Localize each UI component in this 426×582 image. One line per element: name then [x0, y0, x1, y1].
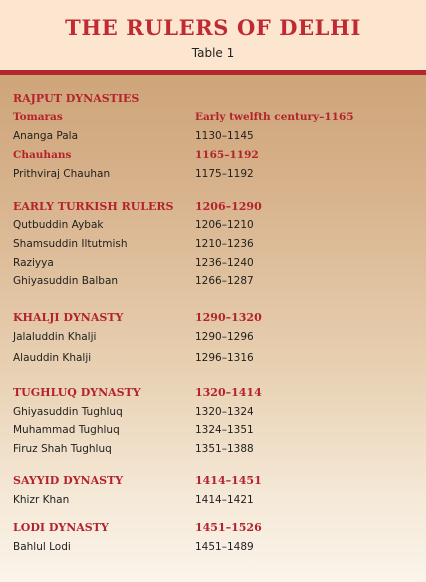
ruler-name: Muhammad Tughluq: [13, 424, 120, 436]
ruler-reign: 1206–1210: [195, 219, 254, 231]
ruler-row: [0, 492, 426, 508]
dynasty-period: 1320–1414: [195, 386, 262, 399]
ruler-reign: 1130–1145: [195, 130, 254, 142]
ruler-row: [0, 422, 426, 438]
subheading-name: Tomaras: [13, 111, 63, 123]
ruler-row: [0, 217, 426, 233]
ruler-name: Prithviraj Chauhan: [13, 168, 111, 180]
ruler-row: [0, 273, 426, 289]
ruler-reign: 1414–1421: [195, 494, 254, 506]
dynasty-name: LODI DYNASTY: [13, 521, 109, 534]
dynasty-heading: [0, 91, 426, 107]
dynasty-name: EARLY TURKISH RULERS: [13, 200, 174, 213]
dynasty-heading: [0, 199, 426, 215]
ruler-reign: 1175–1192: [195, 168, 254, 180]
page-title: THE RULERS OF DELHI: [65, 15, 361, 40]
ruler-name: Raziyya: [13, 257, 54, 269]
ruler-name: Bahlul Lodi: [13, 541, 71, 553]
ruler-name: Ananga Pala: [13, 130, 79, 142]
dynasty-period: 1290–1320: [195, 311, 262, 324]
header-band: [0, 0, 426, 70]
ruler-name: Shamsuddin Iltutmish: [13, 238, 128, 250]
ruler-name: Qutbuddin Aybak: [13, 219, 104, 231]
ruler-row: [0, 128, 426, 144]
dynasty-name: RAJPUT DYNASTIES: [13, 92, 140, 105]
ruler-name: Jalaluddin Khalji: [13, 331, 97, 343]
ruler-row: [0, 236, 426, 252]
ruler-reign: 1324–1351: [195, 424, 254, 436]
header-divider: [0, 70, 426, 75]
ruler-row: [0, 329, 426, 345]
ruler-reign: 1266–1287: [195, 275, 254, 287]
dynasty-name: SAYYID DYNASTY: [13, 474, 124, 487]
ruler-reign: 1320–1324: [195, 406, 254, 418]
ruler-name: Ghiyasuddin Balban: [13, 275, 119, 287]
ruler-row: [0, 539, 426, 555]
dynasty-name: KHALJI DYNASTY: [13, 311, 124, 324]
dynasty-period: 1414–1451: [195, 474, 262, 487]
dynasty-name: TUGHLUQ DYNASTY: [13, 386, 141, 399]
ruler-row: [0, 441, 426, 457]
ruler-reign: 1451–1489: [195, 541, 254, 553]
ruler-reign: 1210–1236: [195, 238, 254, 250]
ruler-name: Ghiyasuddin Tughluq: [13, 406, 123, 418]
ruler-reign: 1290–1296: [195, 331, 254, 343]
ruler-reign: 1351–1388: [195, 443, 254, 455]
subheading-row: [0, 147, 426, 163]
ruler-row: [0, 404, 426, 420]
table-caption: Table 1: [191, 46, 235, 60]
ruler-name: Alauddin Khalji: [13, 352, 92, 364]
dynasty-heading: [0, 473, 426, 489]
dynasty-heading: [0, 310, 426, 326]
subheading-row: [0, 109, 426, 125]
ruler-name: Khizr Khan: [13, 494, 70, 506]
subheading-period: Early twelfth century–1165: [195, 111, 354, 123]
ruler-row: [0, 166, 426, 182]
dynasty-heading: [0, 520, 426, 536]
ruler-row: [0, 350, 426, 366]
ruler-reign: 1236–1240: [195, 257, 254, 269]
ruler-reign: 1296–1316: [195, 352, 254, 364]
ruler-row: [0, 255, 426, 271]
subheading-name: Chauhans: [13, 149, 72, 161]
ruler-name: Firuz Shah Tughluq: [13, 443, 112, 455]
dynasty-period: 1206–1290: [195, 200, 262, 213]
subheading-period: 1165–1192: [195, 149, 259, 161]
dynasty-period: 1451–1526: [195, 521, 262, 534]
dynasty-heading: [0, 385, 426, 401]
